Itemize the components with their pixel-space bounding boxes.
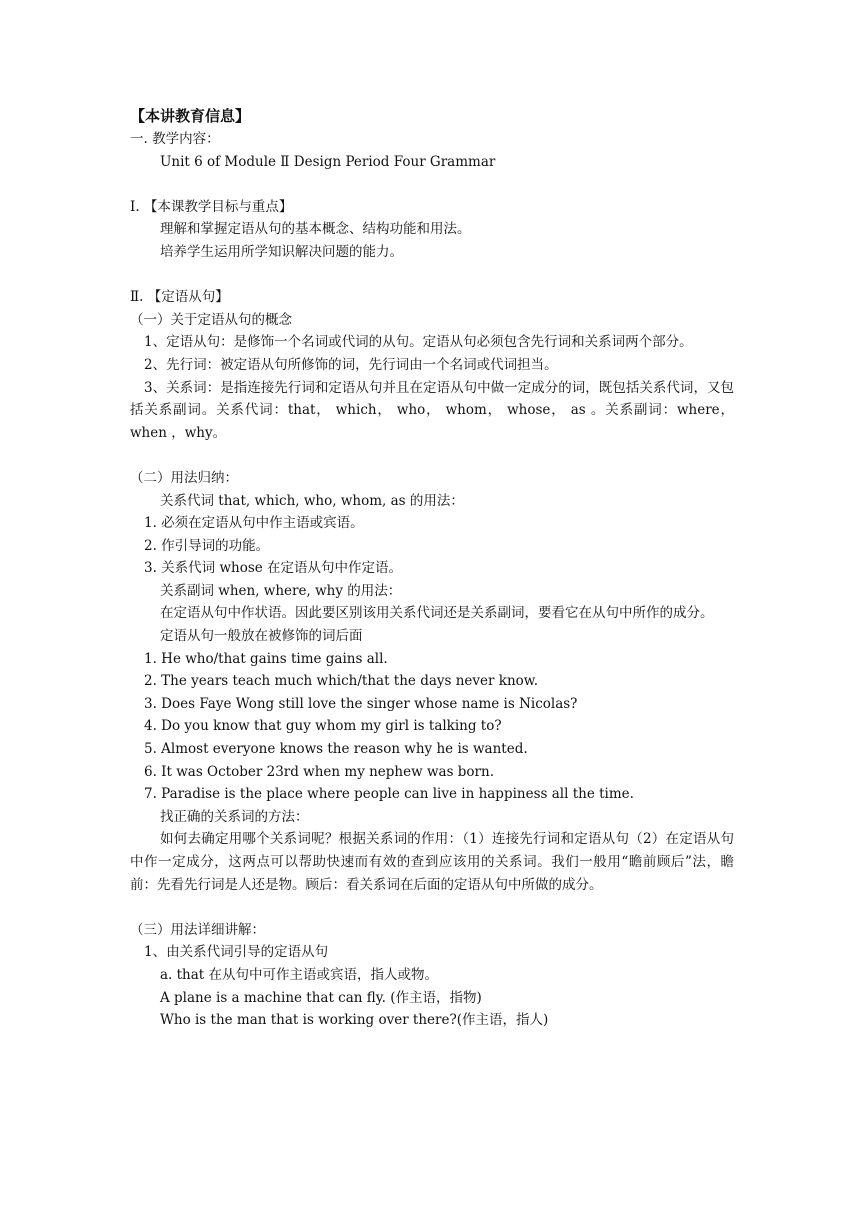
example-sentence: 4. Do you know that guy whom my girl is talking to?: [144, 718, 502, 735]
adv-note: 在定语从句中作状语。因此要区别该用关系代词还是关系副词，要看它在从句中所作的成分。: [160, 605, 714, 622]
teaching-content-label: 一. 教学内容：: [130, 131, 220, 147]
example-sentence: A plane is a machine that can fly. (作主语，指物): [160, 989, 482, 1006]
part3-heading: （三）用法详细讲解：: [130, 921, 265, 938]
goal-2: 培养学生运用所学知识解决问题的能力。: [160, 243, 403, 260]
example-sentence: 7. Paradise is the place where people can live in happiness all the time.: [144, 786, 634, 803]
section2-heading: Ⅱ. 【定语从句】: [130, 289, 229, 306]
spacer: [130, 444, 734, 467]
spacer: [130, 173, 734, 196]
part2-heading: （二）用法归纳：: [130, 469, 238, 486]
example-sentence: 3. Does Faye Wong still love the singer whose name is Nicolas?: [144, 695, 578, 712]
spacer: [130, 264, 734, 287]
part1-heading: （一）关于定语从句的概念: [130, 311, 292, 328]
unit-line: Unit 6 of Module Ⅱ Design Period Four Grammar: [160, 153, 496, 170]
goal-1: 理解和掌握定语从句的基本概念、结构功能和用法。: [160, 221, 471, 238]
concept-paragraph-1: 1、定语从句：是修饰一个名词或代词的从句。定语从句必须包含先行词和关系词两个部分。: [144, 334, 693, 351]
concept-paragraph-2: 2、先行词：被定语从句所修饰的词，先行词由一个名词或代词担当。: [144, 356, 558, 373]
example-sentence: 6. It was October 23rd when my nephew was born.: [144, 763, 494, 780]
part3-sub1: 1、由关系代词引导的定语从句: [144, 944, 329, 961]
section1-heading: Ⅰ. 【本课教学目标与重点】: [130, 198, 293, 215]
example-sentence: Who is the man that is working over there?(作主语，指人): [160, 1012, 549, 1029]
example-sentence: 1. He who/that gains time gains all.: [144, 650, 388, 667]
rel-adv-usage: 关系副词 when, where, why 的用法：: [160, 582, 402, 599]
concept-paragraph-3: 3、关系词：是指连接先行词和定语从句并且在定语从句中做一定成分的词，既包括关系代词，又包括关系副词。关系代词：that， which， who， whom， whose， as 。关系副词：where， when ，why。: [130, 379, 734, 441]
usage-item-1: 1. 必须在定语从句中作主语或宾语。: [144, 515, 364, 532]
method-heading: 找正确的关系词的方法：: [160, 808, 309, 825]
example-sentence: 2. The years teach much which/that the days never know.: [144, 673, 539, 690]
position-note: 定语从句一般放在被修饰的词后面: [160, 628, 363, 645]
usage-item-2: 2. 作引导词的功能。: [144, 537, 270, 554]
usage-item-3: 3. 关系代词 whose 在定语从句中作定语。: [144, 560, 403, 577]
rel-pron-usage: 关系代词 that, which, who, whom, as 的用法：: [160, 492, 464, 509]
lesson-info-title: 【本讲教育信息】: [130, 107, 251, 125]
that-usage: a. that 在从句中可作主语或宾语，指人或物。: [160, 966, 439, 983]
spacer: [130, 896, 734, 919]
method-text: 如何去确定用哪个关系词呢？根据关系词的作用：（1）连接先行词和定语从句（2）在定语从句中作一定成分，这两点可以帮助快速而有效的查到应该用的关系词。我们一般用“瞻前顾后”法，瞻前：先看先行词是人还是物。顾后：看关系词在后面的定语从句中所做的成分。: [130, 831, 734, 893]
example-sentence: 5. Almost everyone knows the reason why he is wanted.: [144, 741, 528, 758]
document-page: [130, 104, 734, 1032]
